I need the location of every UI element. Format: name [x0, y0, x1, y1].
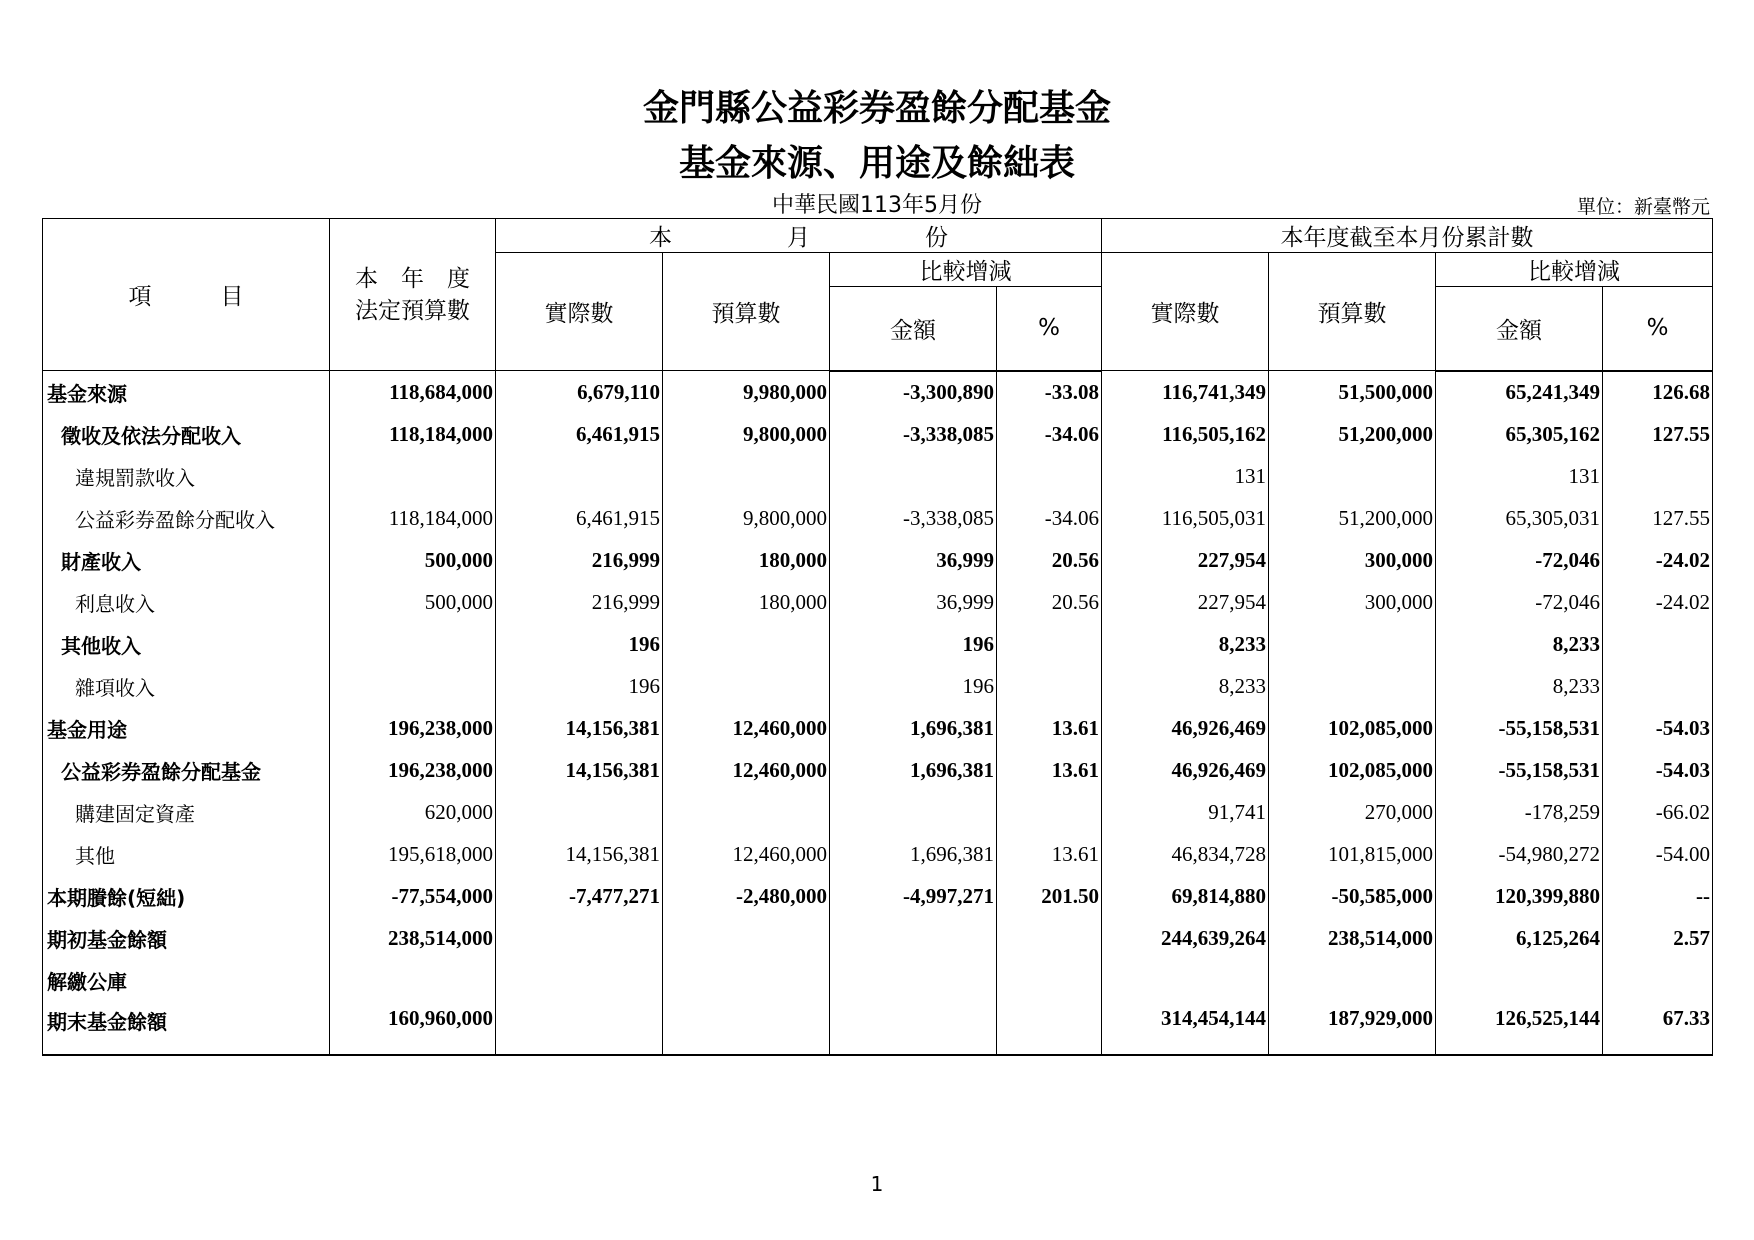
row-item-label: 基金來源 [43, 371, 330, 414]
cell-ytd-diff-amount: -72,046 [1436, 582, 1603, 624]
cell-ytd-diff-amount: -72,046 [1436, 540, 1603, 582]
cell-month-diff-amount: -3,338,085 [830, 498, 997, 540]
table-row [43, 624, 1713, 666]
cell-ytd-diff-percent: -24.02 [1603, 540, 1713, 582]
cell-ytd-diff-percent [1603, 960, 1713, 1002]
table-row [43, 540, 1713, 582]
table-row [43, 918, 1713, 960]
cell-month-diff-amount [830, 918, 997, 960]
cell-ytd-diff-percent [1603, 666, 1713, 708]
cell-ytd-actual: 8,233 [1102, 666, 1269, 708]
header-year-budget [330, 219, 496, 371]
header-month-compare: 比較增減 [830, 253, 1102, 287]
cell-ytd-diff-amount: 8,233 [1436, 624, 1603, 666]
cell-ytd-diff-percent: 2.57 [1603, 918, 1713, 960]
cell-ytd-budget: 102,085,000 [1269, 708, 1436, 750]
cell-month-budget [663, 624, 830, 666]
cell-month-budget: 9,800,000 [663, 498, 830, 540]
cell-ytd-budget: 102,085,000 [1269, 750, 1436, 792]
cell-month-diff-percent: 20.56 [997, 540, 1102, 582]
cell-month-diff-percent: 20.56 [997, 582, 1102, 624]
cell-month-diff-amount: -3,300,890 [830, 371, 997, 414]
cell-month-diff-percent [997, 456, 1102, 498]
cell-ytd-budget: 270,000 [1269, 792, 1436, 834]
cell-ytd-budget: 101,815,000 [1269, 834, 1436, 876]
cell-month-diff-amount [830, 792, 997, 834]
cell-ytd-actual: 46,834,728 [1102, 834, 1269, 876]
cell-month-diff-percent: 13.61 [997, 750, 1102, 792]
cell-month-diff-percent [997, 918, 1102, 960]
cell-year-budget [330, 960, 496, 1002]
header-month-actual: 實際數 [496, 253, 663, 371]
report-subtitle: 基金來源、用途及餘絀表 [678, 143, 1075, 184]
cell-ytd-actual: 8,233 [1102, 624, 1269, 666]
header-ytd-amount: 金額 [1436, 287, 1603, 371]
table-row [43, 498, 1713, 540]
cell-month-budget: 9,980,000 [663, 371, 830, 414]
cell-year-budget [330, 624, 496, 666]
header-year-budget-line2: 法定預算數 [355, 297, 470, 324]
cell-ytd-diff-percent [1603, 624, 1713, 666]
row-item-label: 財產收入 [43, 540, 330, 582]
cell-year-budget: 500,000 [330, 540, 496, 582]
table-row [43, 708, 1713, 750]
cell-month-budget: 9,800,000 [663, 414, 830, 456]
cell-month-diff-amount: -3,338,085 [830, 414, 997, 456]
header-month-percent: % [997, 287, 1102, 371]
cell-ytd-actual: 131 [1102, 456, 1269, 498]
cell-ytd-actual [1102, 960, 1269, 1002]
cell-ytd-actual: 116,505,031 [1102, 498, 1269, 540]
cell-month-diff-amount: -4,997,271 [830, 876, 997, 918]
cell-ytd-budget [1269, 960, 1436, 1002]
cell-ytd-diff-percent: 127.55 [1603, 498, 1713, 540]
cell-year-budget: 196,238,000 [330, 750, 496, 792]
cell-month-actual [496, 792, 663, 834]
cell-year-budget: -77,554,000 [330, 876, 496, 918]
cell-month-diff-percent [997, 624, 1102, 666]
currency-unit: 單位：新臺幣元 [1576, 196, 1710, 218]
cell-ytd-diff-amount: 6,125,264 [1436, 918, 1603, 960]
cell-ytd-diff-percent: 126.68 [1603, 371, 1713, 414]
cell-month-diff-percent [997, 960, 1102, 1002]
cell-ytd-budget: -50,585,000 [1269, 876, 1436, 918]
cell-ytd-budget: 300,000 [1269, 540, 1436, 582]
cell-month-budget: 180,000 [663, 582, 830, 624]
cell-month-actual: 14,156,381 [496, 708, 663, 750]
cell-ytd-actual: 91,741 [1102, 792, 1269, 834]
cell-month-diff-amount: 36,999 [830, 582, 997, 624]
cell-month-actual: 14,156,381 [496, 834, 663, 876]
report-period: 中華民國113年5月份 [772, 193, 982, 218]
row-item-label: 期末基金餘額 [43, 1002, 330, 1055]
cell-ytd-diff-percent: -24.02 [1603, 582, 1713, 624]
cell-ytd-diff-amount: -55,158,531 [1436, 750, 1603, 792]
table-row [43, 876, 1713, 918]
cell-month-actual [496, 1002, 663, 1055]
cell-month-diff-amount: 196 [830, 666, 997, 708]
cell-month-budget [663, 918, 830, 960]
cell-month-actual [496, 960, 663, 1002]
cell-year-budget: 620,000 [330, 792, 496, 834]
cell-ytd-budget: 300,000 [1269, 582, 1436, 624]
row-item-label: 雜項收入 [43, 666, 330, 708]
cell-ytd-diff-percent: -66.02 [1603, 792, 1713, 834]
cell-month-diff-percent [997, 1002, 1102, 1055]
cell-ytd-actual: 227,954 [1102, 582, 1269, 624]
cell-month-budget [663, 960, 830, 1002]
cell-month-diff-percent [997, 666, 1102, 708]
cell-year-budget: 160,960,000 [330, 1002, 496, 1055]
cell-year-budget: 118,684,000 [330, 371, 496, 414]
cell-month-actual [496, 918, 663, 960]
cell-year-budget [330, 456, 496, 498]
cell-ytd-diff-amount: 131 [1436, 456, 1603, 498]
cell-ytd-actual: 244,639,264 [1102, 918, 1269, 960]
cell-month-diff-amount: 36,999 [830, 540, 997, 582]
table-row [43, 582, 1713, 624]
cell-ytd-diff-percent: 127.55 [1603, 414, 1713, 456]
cell-month-actual: 6,679,110 [496, 371, 663, 414]
cell-year-budget: 195,618,000 [330, 834, 496, 876]
cell-month-actual: 196 [496, 666, 663, 708]
cell-ytd-actual: 227,954 [1102, 540, 1269, 582]
cell-ytd-diff-percent: 67.33 [1603, 1002, 1713, 1055]
cell-month-actual [496, 456, 663, 498]
row-item-label: 解繳公庫 [43, 960, 330, 1002]
cell-ytd-diff-amount: 126,525,144 [1436, 1002, 1603, 1055]
cell-month-actual: 216,999 [496, 540, 663, 582]
cell-month-budget: 12,460,000 [663, 750, 830, 792]
cell-ytd-budget [1269, 456, 1436, 498]
cell-ytd-actual: 69,814,880 [1102, 876, 1269, 918]
cell-ytd-diff-amount: -178,259 [1436, 792, 1603, 834]
cell-month-actual: -7,477,271 [496, 876, 663, 918]
fund-statement-table [42, 218, 1713, 1056]
header-ytd-percent: % [1603, 287, 1713, 371]
header-month-group: 本 月 份 [496, 219, 1102, 253]
table-row [43, 792, 1713, 834]
header-ytd-actual: 實際數 [1102, 253, 1269, 371]
cell-ytd-budget: 51,200,000 [1269, 414, 1436, 456]
row-item-label: 利息收入 [43, 582, 330, 624]
table-row [43, 456, 1713, 498]
table-row [43, 371, 1713, 414]
cell-ytd-diff-amount: 65,241,349 [1436, 371, 1603, 414]
header-item: 項 目 [43, 219, 330, 371]
cell-ytd-diff-percent: -54.03 [1603, 750, 1713, 792]
row-item-label: 違規罰款收入 [43, 456, 330, 498]
cell-month-diff-amount: 196 [830, 624, 997, 666]
row-item-label: 其他 [43, 834, 330, 876]
cell-month-budget: 180,000 [663, 540, 830, 582]
cell-month-actual: 14,156,381 [496, 750, 663, 792]
cell-month-diff-percent: 201.50 [997, 876, 1102, 918]
table-row [43, 414, 1713, 456]
cell-month-budget [663, 456, 830, 498]
cell-ytd-diff-amount: 65,305,031 [1436, 498, 1603, 540]
cell-ytd-diff-percent: -- [1603, 876, 1713, 918]
cell-ytd-diff-amount: 120,399,880 [1436, 876, 1603, 918]
header-year-budget-line1: 本 年 度 [355, 265, 470, 292]
cell-month-diff-percent: -33.08 [997, 371, 1102, 414]
table-row [43, 750, 1713, 792]
header-month-amount: 金額 [830, 287, 997, 371]
cell-month-diff-percent: 13.61 [997, 708, 1102, 750]
cell-month-budget [663, 1002, 830, 1055]
page-number: 1 [870, 1172, 884, 1196]
cell-month-diff-percent: 13.61 [997, 834, 1102, 876]
cell-month-actual: 196 [496, 624, 663, 666]
report-title: 金門縣公益彩券盈餘分配基金 [642, 88, 1111, 129]
row-item-label: 公益彩券盈餘分配基金 [43, 750, 330, 792]
header-ytd-compare: 比較增減 [1436, 253, 1713, 287]
cell-month-budget: 12,460,000 [663, 708, 830, 750]
cell-month-budget [663, 666, 830, 708]
row-item-label: 其他收入 [43, 624, 330, 666]
cell-ytd-diff-amount: 8,233 [1436, 666, 1603, 708]
cell-month-diff-amount [830, 456, 997, 498]
cell-month-actual: 216,999 [496, 582, 663, 624]
cell-month-diff-amount: 1,696,381 [830, 750, 997, 792]
cell-ytd-diff-amount: 65,305,162 [1436, 414, 1603, 456]
cell-year-budget: 500,000 [330, 582, 496, 624]
header-ytd-group: 本年度截至本月份累計數 [1102, 219, 1713, 253]
cell-month-diff-amount [830, 1002, 997, 1055]
cell-month-diff-percent: -34.06 [997, 414, 1102, 456]
cell-ytd-diff-percent: -54.03 [1603, 708, 1713, 750]
cell-month-diff-percent: -34.06 [997, 498, 1102, 540]
cell-month-diff-amount [830, 960, 997, 1002]
cell-ytd-budget: 238,514,000 [1269, 918, 1436, 960]
cell-ytd-actual: 46,926,469 [1102, 708, 1269, 750]
row-item-label: 公益彩券盈餘分配收入 [43, 498, 330, 540]
cell-ytd-actual: 116,741,349 [1102, 371, 1269, 414]
cell-year-budget: 196,238,000 [330, 708, 496, 750]
cell-month-budget: -2,480,000 [663, 876, 830, 918]
cell-ytd-budget: 51,200,000 [1269, 498, 1436, 540]
cell-month-budget [663, 792, 830, 834]
cell-ytd-diff-percent: -54.00 [1603, 834, 1713, 876]
cell-ytd-diff-amount: -54,980,272 [1436, 834, 1603, 876]
row-item-label: 購建固定資產 [43, 792, 330, 834]
cell-month-actual: 6,461,915 [496, 414, 663, 456]
row-item-label: 徵收及依法分配收入 [43, 414, 330, 456]
table-row [43, 666, 1713, 708]
cell-ytd-actual: 116,505,162 [1102, 414, 1269, 456]
cell-year-budget: 238,514,000 [330, 918, 496, 960]
cell-month-actual: 6,461,915 [496, 498, 663, 540]
row-item-label: 基金用途 [43, 708, 330, 750]
cell-month-budget: 12,460,000 [663, 834, 830, 876]
cell-year-budget [330, 666, 496, 708]
header-ytd-budget: 預算數 [1269, 253, 1436, 371]
table-row [43, 1002, 1713, 1055]
cell-ytd-actual: 46,926,469 [1102, 750, 1269, 792]
cell-month-diff-amount: 1,696,381 [830, 834, 997, 876]
cell-ytd-budget [1269, 624, 1436, 666]
cell-ytd-budget: 51,500,000 [1269, 371, 1436, 414]
cell-ytd-actual: 314,454,144 [1102, 1002, 1269, 1055]
cell-year-budget: 118,184,000 [330, 414, 496, 456]
row-item-label: 期初基金餘額 [43, 918, 330, 960]
table-row [43, 960, 1713, 1002]
header-month-budget: 預算數 [663, 253, 830, 371]
cell-ytd-budget: 187,929,000 [1269, 1002, 1436, 1055]
table-row [43, 834, 1713, 876]
row-item-label: 本期賸餘(短絀) [43, 876, 330, 918]
cell-month-diff-percent [997, 792, 1102, 834]
cell-year-budget: 118,184,000 [330, 498, 496, 540]
cell-ytd-diff-amount [1436, 960, 1603, 1002]
cell-ytd-budget [1269, 666, 1436, 708]
cell-month-diff-amount: 1,696,381 [830, 708, 997, 750]
cell-ytd-diff-amount: -55,158,531 [1436, 708, 1603, 750]
cell-ytd-diff-percent [1603, 456, 1713, 498]
